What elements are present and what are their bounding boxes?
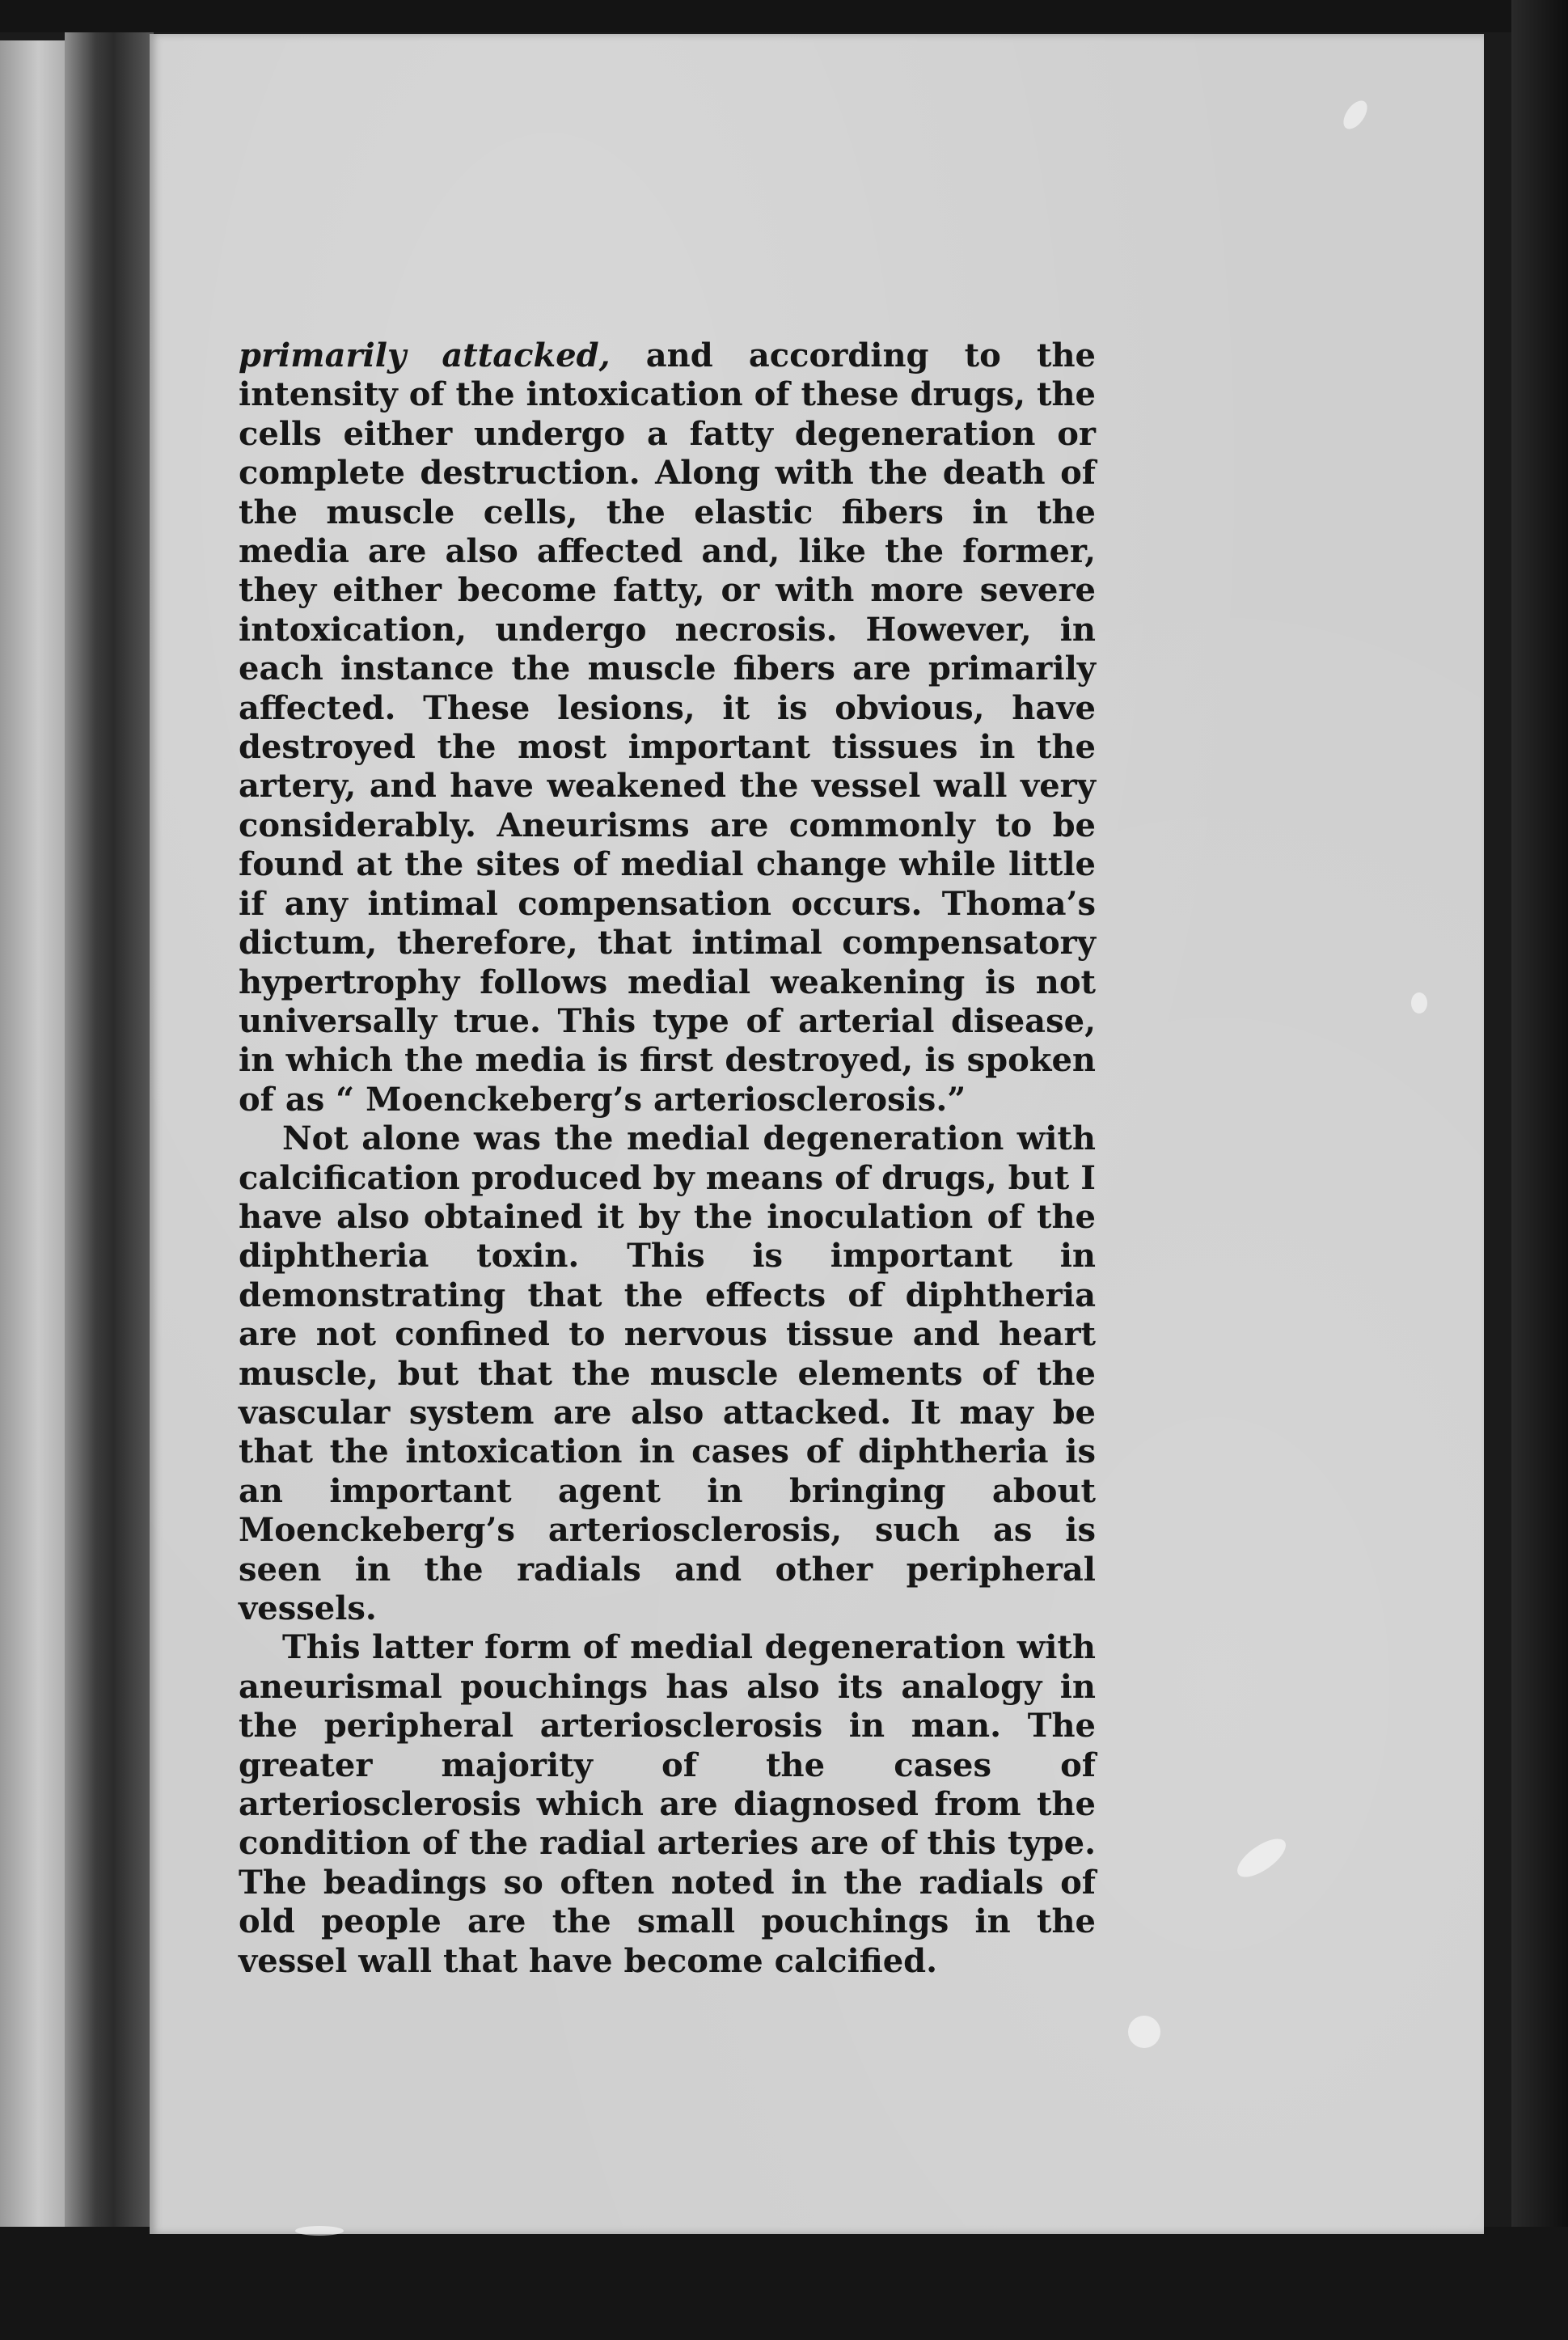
scan-artifact <box>1128 2016 1160 2048</box>
film-border-top <box>0 0 1568 32</box>
film-border-bottom <box>0 2227 1568 2340</box>
scan-artifact <box>1411 992 1427 1013</box>
paragraph-3-text: This latter form of medial degeneration with aneurismal pouchings has also its analogy in the peripheral arteriosclerosis in man. The greater majority of the cases of arteriosclerosis which are diagnosed from the condition of the radial arteries are of this type. The beadings so often noted in the radials of old people are the small pouchings in the vessel wall that have become calcified. <box>239 1628 1096 1980</box>
scanned-page <box>150 34 1484 2234</box>
binding-gutter <box>65 32 154 2249</box>
scan-artifact <box>295 2226 344 2236</box>
body-text <box>239 336 1096 1981</box>
paragraph-1-italic-lead: primarily attacked, <box>239 336 611 374</box>
facing-page-edge <box>0 40 65 2273</box>
scan-artifact <box>1339 96 1372 133</box>
paragraph-1 <box>239 336 1096 1119</box>
film-border-right <box>1511 0 1568 2340</box>
scan-artifact <box>1232 1832 1292 1885</box>
paragraph-1-text: and according to the intensity of the intoxication of these drugs, the cells either undergo a fatty degeneration or complete destruction. Along with the death of the muscle cells, the elastic fibers in the media are also affected and, like the former, they either become fatty, or with more severe intoxication, undergo necrosis. However, in each instance the muscle fibers are primarily affected. These lesions, it is obvious, have destroyed the most important tissues in the artery, and have weakened the vessel wall very considerably. Aneurisms are commonly to be found at the sites of medial change while little if any intimal compensation occurs. Thoma’s dictum, therefore, that intimal compensatory hypertrophy follows medial weakening is not universally true. This type of arterial disease, in which the media is first destroyed, is spoken of as “ Moenckeberg’s arteriosclerosis.” <box>239 336 1096 1119</box>
paragraph-3 <box>239 1628 1096 1981</box>
paragraph-2 <box>239 1119 1096 1628</box>
paragraph-2-text: Not alone was the medial degeneration with calcification produced by means of drugs, but I have also obtained it by the inoculation of the diphtheria toxin. This is important in demonstrating that the effects of diphtheria are not confined to nervous tissue and heart muscle, but that the muscle elements of the vascular system are also attacked. It may be that the intoxication in cases of diphtheria is an important agent in bringing about Moenckeberg’s arteriosclerosis, such as is seen in the radials and other peripheral vessels. <box>239 1119 1096 1627</box>
